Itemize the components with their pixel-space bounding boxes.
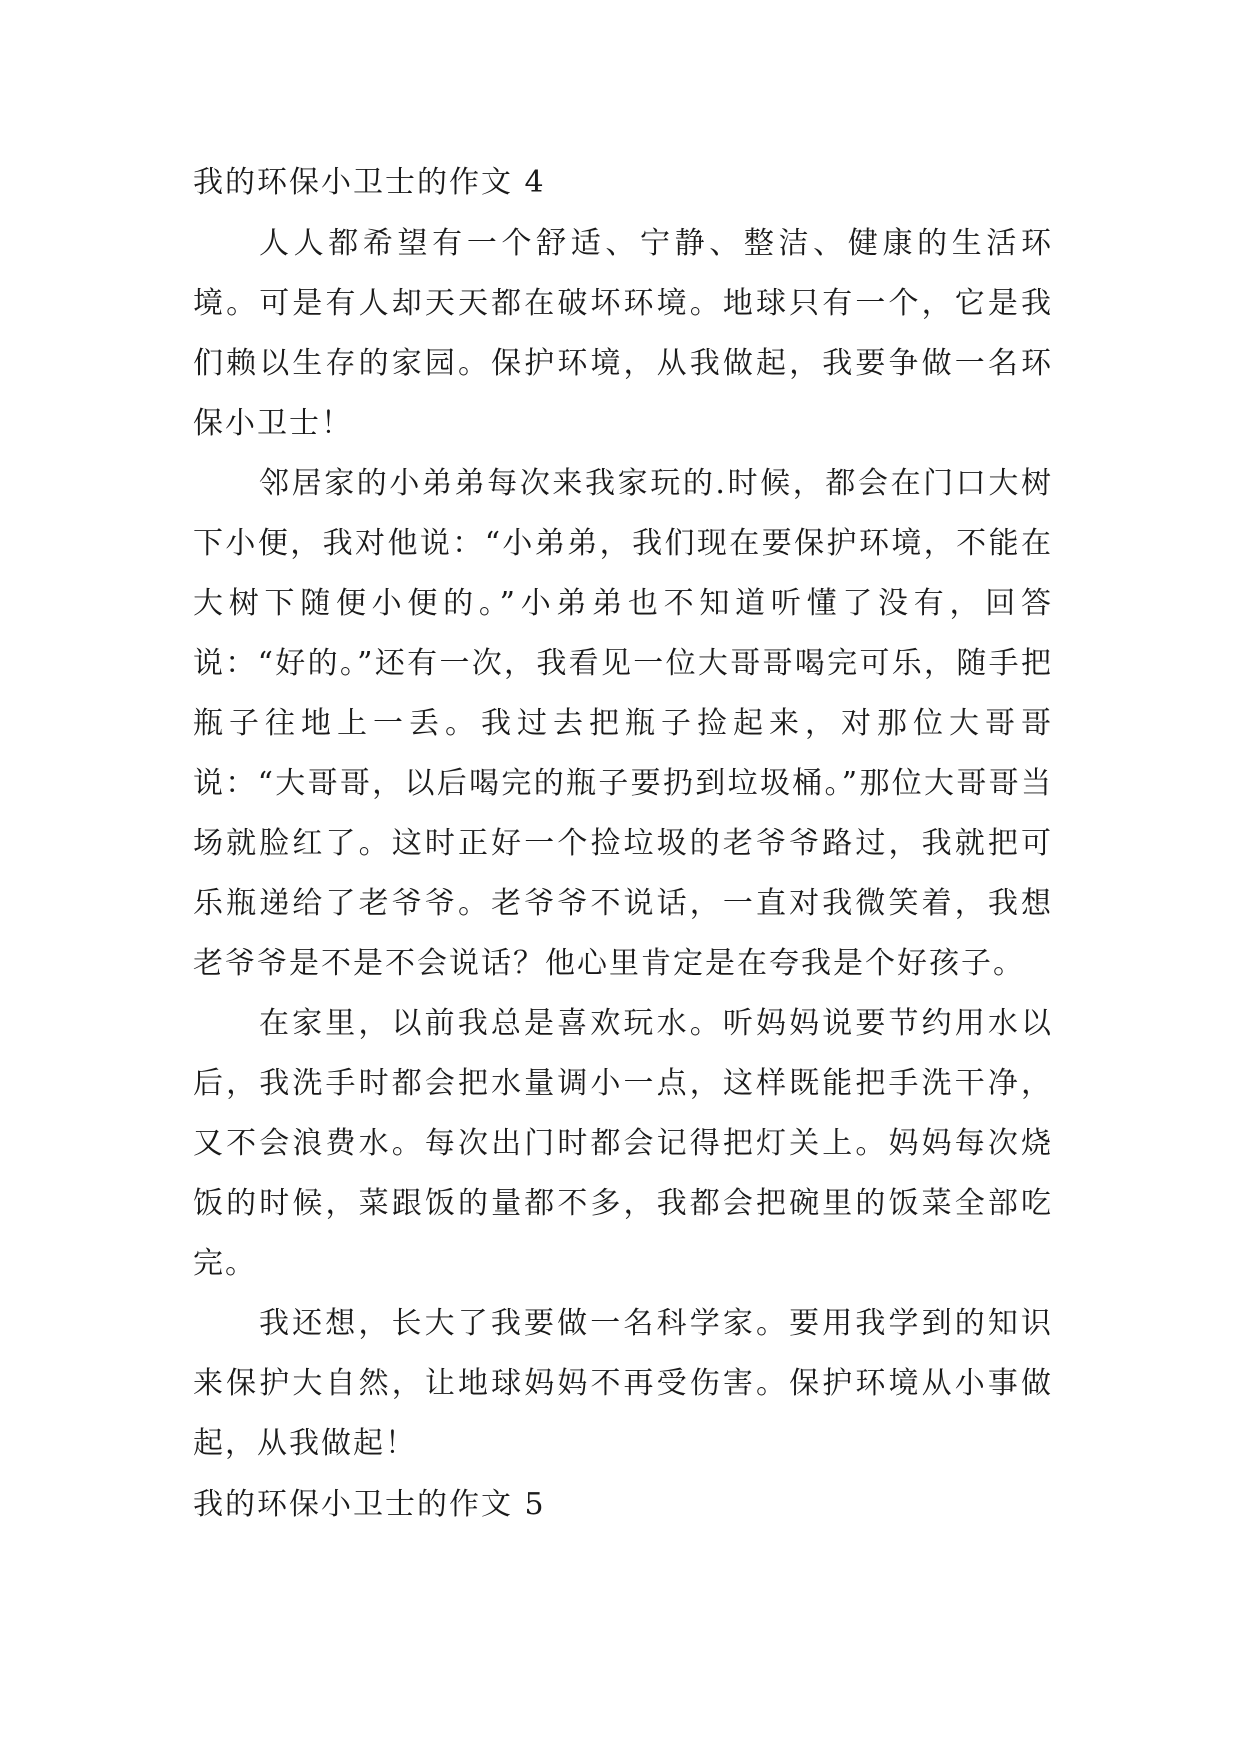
paragraph-1: 人人都希望有一个舒适、宁静、整洁、健康的生活环境。可是有人却天天都在破坏环境。地球只有一个，它是我们赖以生存的家园。保护环境，从我做起，我要争做一名环保小卫士！ <box>193 226 1053 441</box>
paragraph-4: 我还想，长大了我要做一名科学家。要用我学到的知识来保护大自然，让地球妈妈不再受伤害。保护环境从小事做起，从我做起！ <box>193 1306 1053 1461</box>
document-page <box>193 152 1053 1536</box>
essay-title-4: 我的环保小卫士的作文 4 <box>193 165 546 200</box>
paragraph-2: 邻居家的小弟弟每次来我家玩的.时候，都会在门口大树下小便，我对他说：“小弟弟，我们现在要保护环境，不能在大树下随便小便的。”小弟弟也不知道听懂了没有，回答说：“好的。”还有一次，我看见一位大哥哥喝完可乐，随手把瓶子往地上一丢。我过去把瓶子捡起来，对那位大哥哥说：“大哥哥，以后喝完的瓶子要扔到垃圾桶。”那位大哥哥当场就脸红了。这时正好一个捡垃圾的老爷爷路过，我就把可乐瓶递给了老爷爷。老爷爷不说话，一直对我微笑着，我想老爷爷是不是不会说话？他心里肯定是在夸我是个好孩子。 <box>193 466 1053 981</box>
paragraph-3: 在家里，以前我总是喜欢玩水。听妈妈说要节约用水以后，我洗手时都会把水量调小一点，这样既能把手洗干净，又不会浪费水。每次出门时都会记得把灯关上。妈妈每次烧饭的时候，菜跟饭的量都不多，我都会把碗里的饭菜全部吃完。 <box>193 1006 1053 1281</box>
essay-title-5: 我的环保小卫士的作文 5 <box>193 1487 546 1522</box>
